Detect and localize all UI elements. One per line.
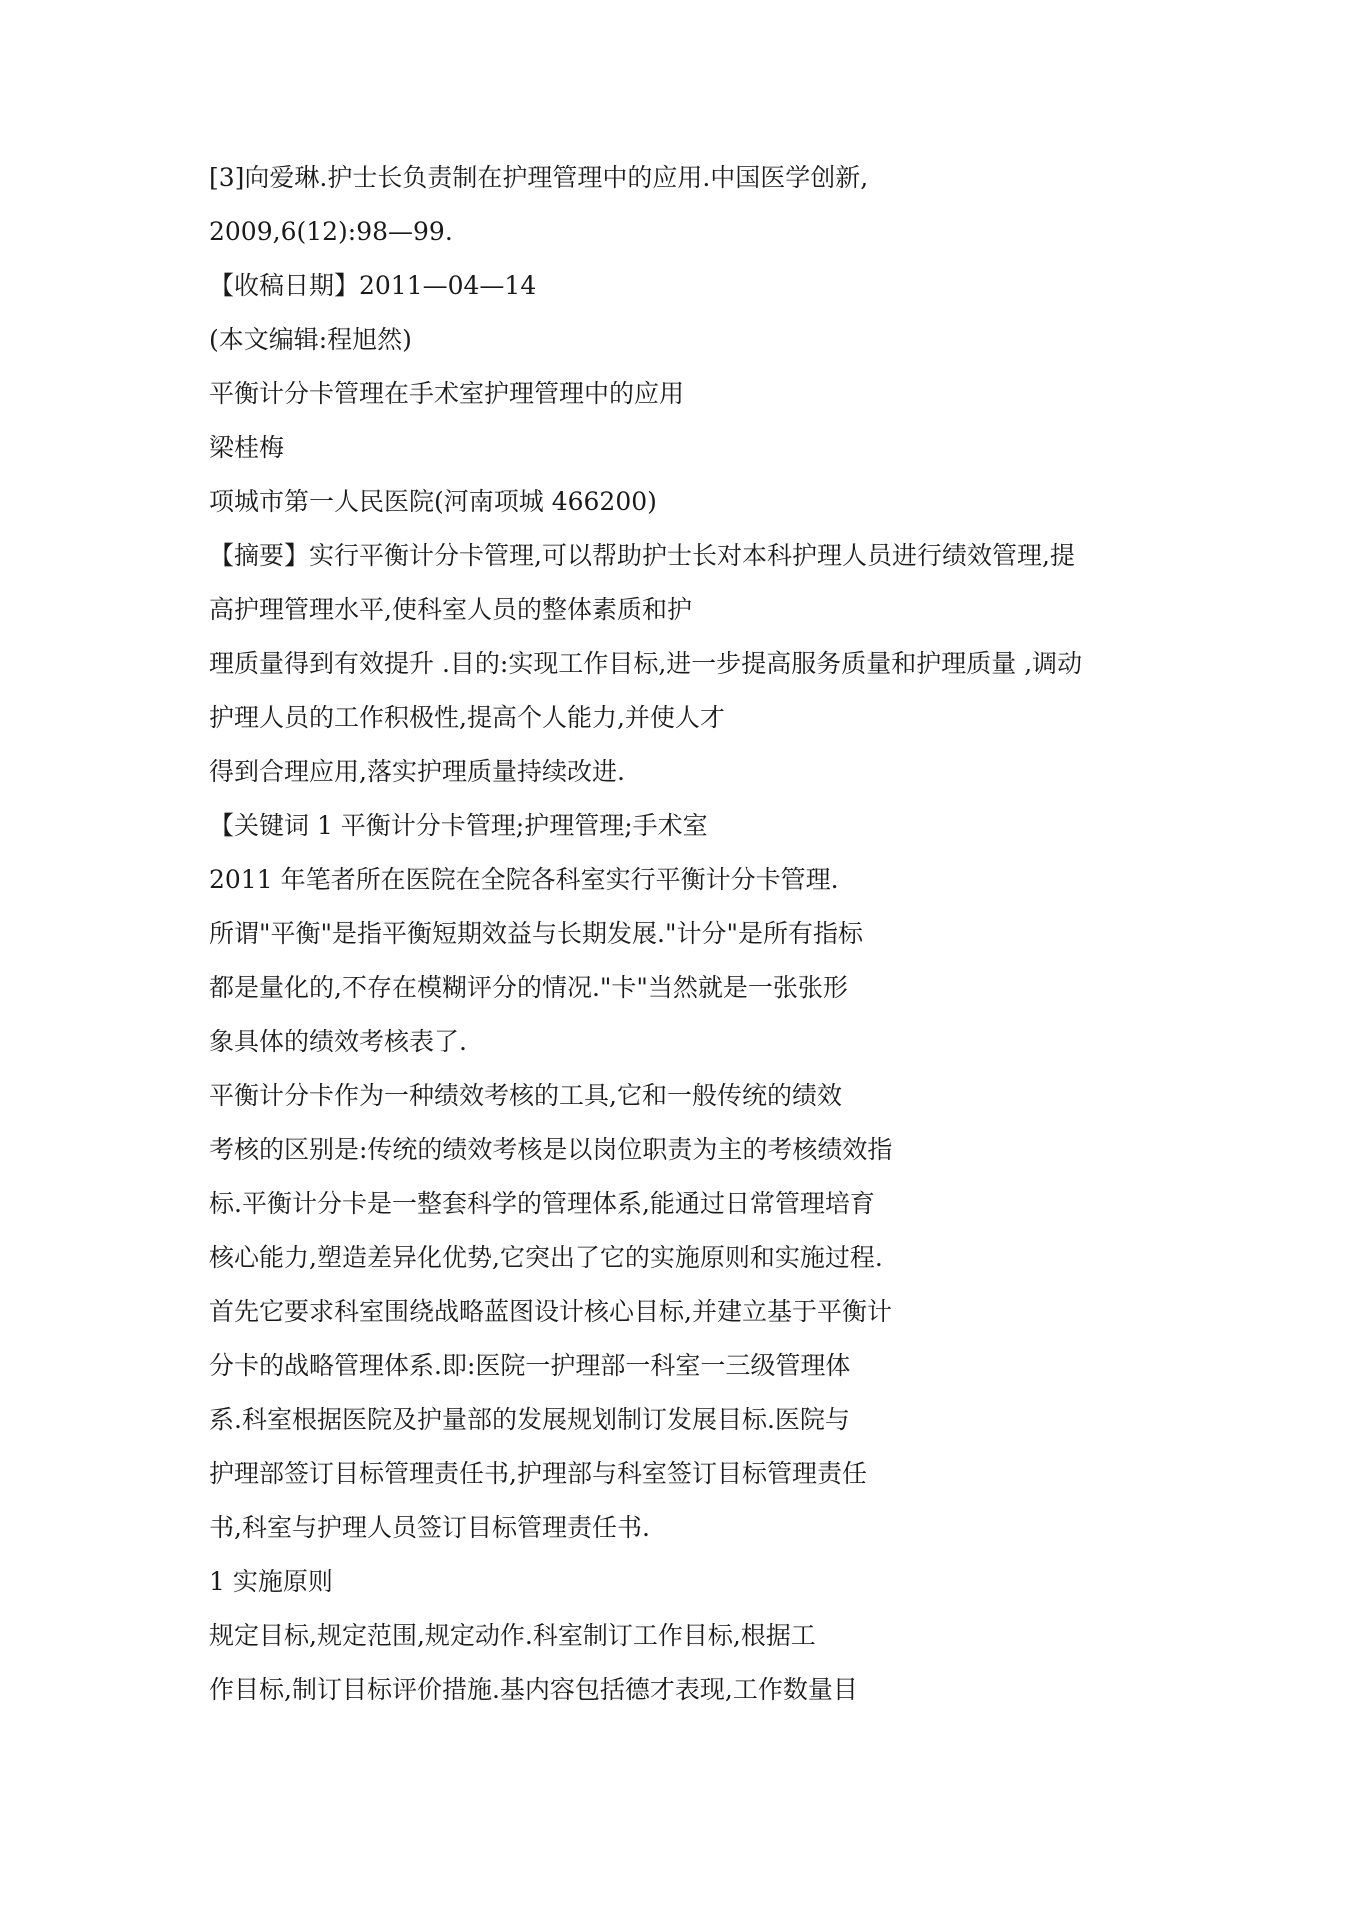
body-text-line: 分卡的战略管理体系.即:医院一护理部一科室一三级管理体	[209, 1351, 851, 1380]
abstract-line: 得到合理应用,落实护理质量持续改进.	[209, 757, 625, 786]
body-text-line: 考核的区别是:传统的绩效考核是以岗位职责为主的考核绩效指	[209, 1135, 893, 1164]
abstract-line: 高护理管理水平,使科室人员的整体素质和护	[209, 595, 692, 624]
keywords-line: 【关键词 1 平衡计分卡管理;护理管理;手术室	[209, 811, 708, 840]
body-text-line: 护理部签订目标管理责任书,护理部与科室签订目标管理责任	[209, 1459, 867, 1488]
reference-line: [3]向爱琳.护士长负责制在护理管理中的应用.中国医学创新,	[209, 163, 869, 192]
abstract-line: 【摘要】实行平衡计分卡管理,可以帮助护士长对本科护理人员进行绩效管理,提	[209, 541, 1075, 570]
abstract-line: 护理人员的工作积极性,提高个人能力,并使人才	[209, 703, 725, 732]
received-date: 【收稿日期】2011—04—14	[209, 271, 537, 300]
body-text-line: 平衡计分卡作为一种绩效考核的工具,它和一般传统的绩效	[209, 1081, 842, 1110]
reference-line: 2009,6(12):98—99.	[209, 217, 453, 246]
body-text-line: 象具体的绩效考核表了.	[209, 1027, 467, 1056]
body-text-line: 都是量化的,不存在模糊评分的情况."卡"当然就是一张张形	[209, 973, 848, 1002]
body-text-line: 核心能力,塑造差异化优势,它突出了它的实施原则和实施过程.	[209, 1243, 883, 1272]
abstract-line: 理质量得到有效提升 .目的:实现工作目标,进一步提高服务质量和护理质量 ,调动	[209, 649, 1083, 678]
document-body	[209, 151, 1209, 1717]
editor-note: (本文编辑:程旭然)	[209, 325, 412, 354]
body-text-line: 规定目标,规定范围,规定动作.科室制订工作目标,根据工	[209, 1621, 816, 1650]
section-heading: 1 实施原则	[209, 1567, 333, 1596]
body-text-line: 书,科室与护理人员签订目标管理责任书.	[209, 1513, 650, 1542]
author-affiliation: 项城市第一人民医院(河南项城 466200)	[209, 487, 657, 516]
body-text-line: 作目标,制订目标评价措施.基内容包括德才表现,工作数量目	[209, 1675, 858, 1704]
body-text-line: 2011 年笔者所在医院在全院各科室实行平衡计分卡管理.	[209, 865, 839, 894]
body-text-line: 标.平衡计分卡是一整套科学的管理体系,能通过日常管理培育	[209, 1189, 875, 1218]
body-text-line: 首先它要求科室围绕战略蓝图设计核心目标,并建立基于平衡计	[209, 1297, 892, 1326]
article-title: 平衡计分卡管理在手术室护理管理中的应用	[209, 379, 685, 408]
author-name: 梁桂梅	[209, 433, 285, 462]
body-text-line: 所谓"平衡"是指平衡短期效益与长期发展."计分"是所有指标	[209, 919, 863, 948]
body-text-line: 系.科室根据医院及护量部的发展规划制订发展目标.医院与	[209, 1405, 850, 1434]
